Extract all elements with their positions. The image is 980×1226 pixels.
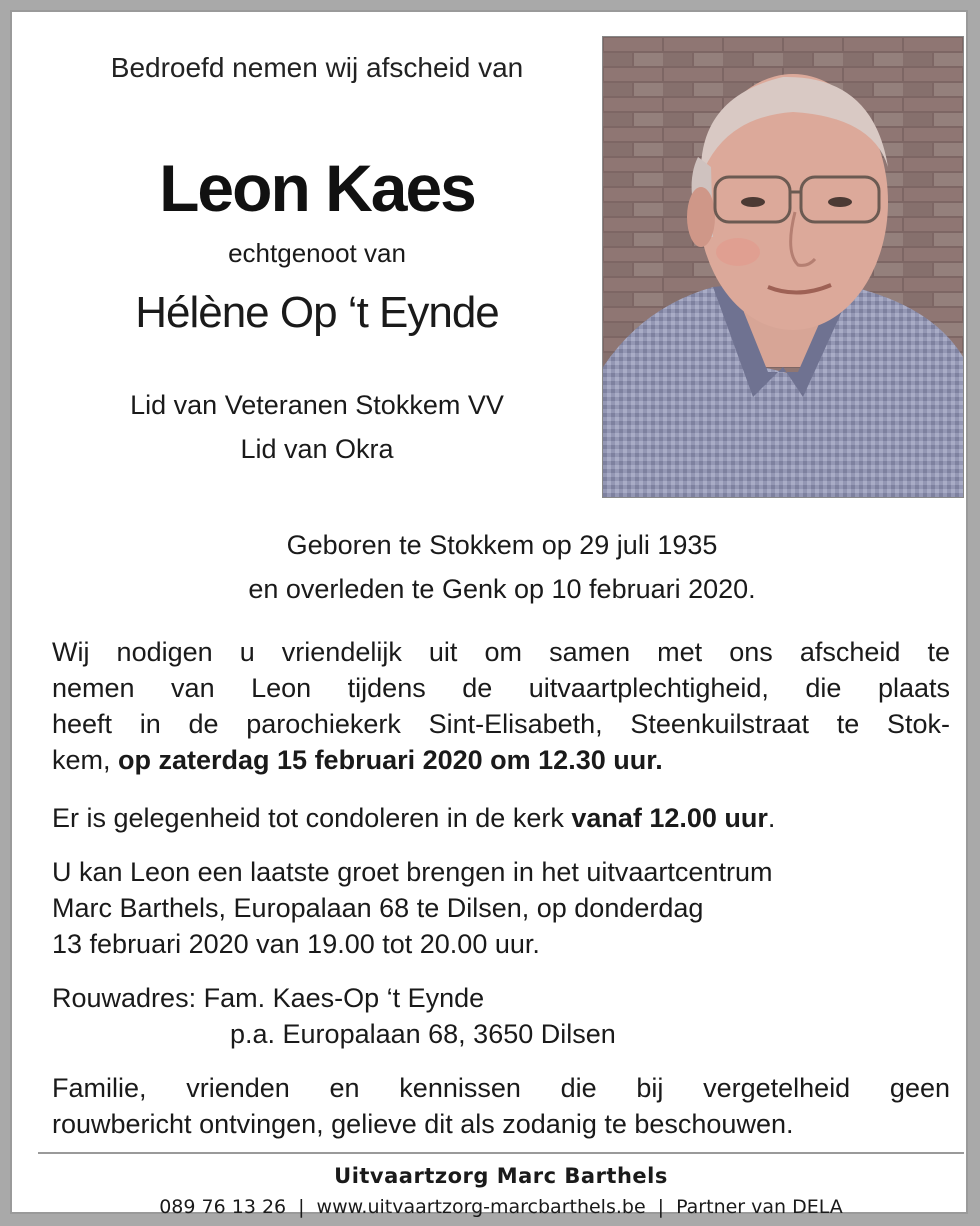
- condolence-time: vanaf 12.00 uur: [571, 803, 768, 833]
- spouse-label: echtgenoot van: [228, 238, 406, 268]
- invite-line-2: nemen van Leon tijdens de uitvaartplechtigheid, die plaats: [52, 673, 950, 703]
- visit-line-1: U kan Leon een laatste groet brengen in het uitvaartcentrum: [52, 857, 773, 887]
- invite-line-4-start: kem,: [52, 745, 119, 775]
- spouse-name: Hélène Op ‘t Eynde: [135, 288, 499, 337]
- intro-text: Bedroefd nemen wij afscheid van: [110, 52, 524, 83]
- visit-line-3: 13 februari 2020 van 19.00 tot 20.00 uur.: [52, 929, 540, 959]
- visitation-paragraph: [52, 854, 950, 962]
- invite-line-4: [52, 742, 950, 778]
- invitation-paragraph: [52, 634, 950, 778]
- deceased-name: Leon Kaes: [159, 151, 475, 225]
- partner-text: Partner van DELA: [676, 1196, 843, 1218]
- portrait-illustration: [603, 37, 963, 497]
- condolence-paragraph: [52, 800, 950, 836]
- condolence-text: Er is gelegenheid tot condoleren in de kerk: [52, 803, 572, 833]
- birth-line: Geboren te Stokkem op 29 juli 1935: [286, 530, 718, 560]
- condolence-end: .: [767, 803, 776, 833]
- website-link[interactable]: www.uitvaartzorg-marcbarthels.be: [316, 1196, 646, 1218]
- death-line: en overleden te Genk op 10 februari 2020.: [248, 574, 756, 604]
- closing-line-1: Familie, vrienden en kennissen die bij vergetelheid geen: [52, 1073, 950, 1103]
- address-line-1: Rouwadres: Fam. Kaes-Op ‘t Eynde: [52, 983, 485, 1013]
- membership-1: Lid van Veteranen Stokkem VV: [130, 390, 504, 420]
- separator: |: [657, 1196, 665, 1218]
- funeral-home-name: Uitvaartzorg Marc Barthels: [334, 1164, 668, 1188]
- death-notice-card: [10, 10, 968, 1218]
- membership-2: Lid van Okra: [240, 434, 394, 464]
- phone-number: 089 76 13 26: [159, 1196, 287, 1218]
- invite-line-1: Wij nodigen u vriendelijk uit om samen met ons afscheid te: [52, 637, 950, 667]
- separator: |: [298, 1196, 305, 1218]
- invite-line-3: heeft in de parochiekerk Sint-Elisabeth, Steenkuilstraat te Stok-: [52, 709, 950, 739]
- portrait-photo: [602, 36, 964, 498]
- contact-line: [38, 1196, 964, 1218]
- ceremony-datetime: op zaterdag 15 februari 2020 om 12.30 uur.: [118, 745, 663, 775]
- mourning-address: [52, 980, 950, 1052]
- visit-line-2: Marc Barthels, Europalaan 68 te Dilsen, op donderdag: [52, 893, 704, 923]
- address-line-2: p.a. Europalaan 68, 3650 Dilsen: [230, 1019, 616, 1049]
- closing-paragraph: [52, 1070, 950, 1142]
- footer-divider: [38, 1152, 964, 1154]
- closing-line-2: rouwbericht ontvingen, gelieve dit als zodanig te beschouwen.: [52, 1109, 794, 1139]
